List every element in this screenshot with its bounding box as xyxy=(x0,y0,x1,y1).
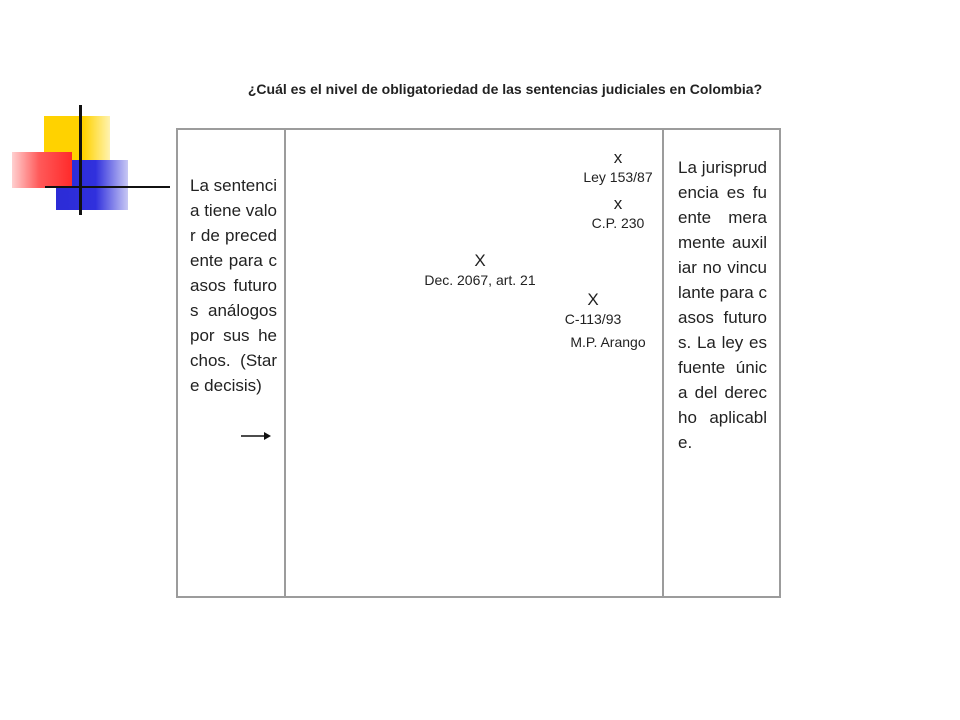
page-title: ¿Cuál es el nivel de obligatoriedad de las sentencias judiciales en Colombia? xyxy=(247,81,763,97)
marker-reference: Ley 153/87 xyxy=(583,169,653,185)
marker-symbol: X xyxy=(474,251,486,270)
marker-cp-230 xyxy=(578,194,658,232)
left-column-text: La sentencia tiene valor de precedente para casos futuros análogos por sus hechos. (Stare decisis) xyxy=(190,176,277,395)
column-divider-right xyxy=(662,128,664,598)
marker-ley-153 xyxy=(578,148,658,186)
decor-vertical-line xyxy=(79,105,82,215)
decor-red-square xyxy=(12,152,72,188)
marker-symbol: x xyxy=(613,194,623,213)
marker-symbol: X xyxy=(587,290,599,309)
column-divider-left xyxy=(284,128,286,598)
marker-reference: C.P. 230 xyxy=(591,215,645,231)
right-column-text: La jurisprudencia es fuente meramente auxiliar no vinculante para casos futuros. La ley es fuente única del derecho aplicable. xyxy=(678,158,767,452)
decor-horizontal-line xyxy=(45,186,170,188)
arrow-right-icon xyxy=(241,430,271,442)
marker-reference: M.P. Arango xyxy=(570,334,646,350)
marker-reference: C-113/93 xyxy=(564,311,622,327)
marker-symbol: x xyxy=(613,148,623,167)
marker-c-113 xyxy=(553,290,633,328)
marker-magistrate xyxy=(560,333,656,351)
marker-reference: Dec. 2067, art. 21 xyxy=(424,272,536,288)
marker-dec-2067 xyxy=(405,251,555,289)
